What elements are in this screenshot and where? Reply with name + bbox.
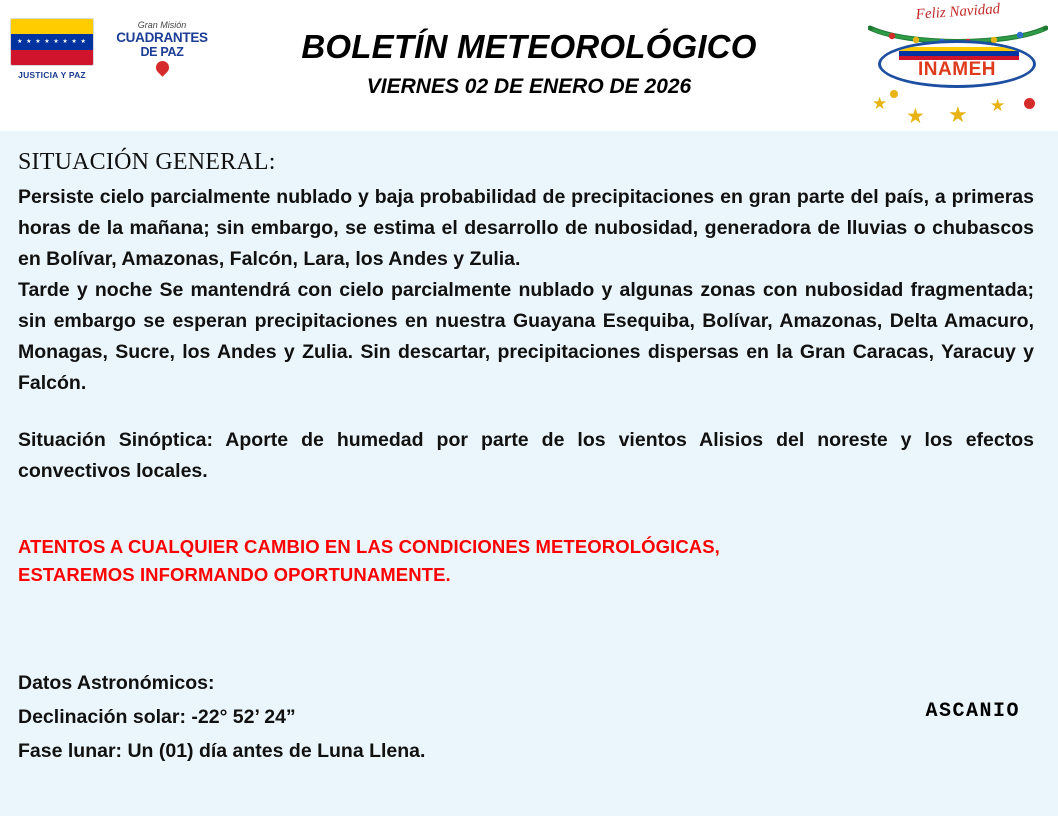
flag-stars: ★ ★ ★ ★ ★ ★ ★ ★ (17, 39, 87, 45)
gmcp-line3: DE PAZ (140, 45, 184, 59)
ornament-ball-icon (890, 90, 898, 98)
star-icon: ★ (906, 105, 925, 128)
bulletin-panel (0, 131, 1058, 816)
gmcp-line2: CUADRANTES (116, 30, 208, 45)
gran-mision-cuadrantes-de-paz-logo (108, 18, 216, 79)
paragraph-morning: Persiste cielo parcialmente nublado y baja probabilidad de precipitaciones en gran parte del país, a primeras horas de la mañana; sin embargo, se estima el desarrollo de nubosidad, generadora de lluvias o chubascos en Bolívar, Amazonas, Falcón, Lara, los Andes y Zulia. (18, 186, 1034, 270)
feliz-navidad-text: Feliz Navidad (915, 1, 1001, 23)
venezuela-flag-icon (10, 18, 94, 66)
spacer (18, 399, 1034, 425)
footer-row (18, 666, 1034, 768)
astro-solar-declination: Declinación solar: -22° 52’ 24” (18, 706, 296, 728)
inameh-oval-emblem (878, 40, 1036, 88)
map-pin-icon (153, 58, 171, 76)
paragraph-synoptic-situation: Situación Sinóptica: Aporte de humedad por parte de los vientos Alisios del noreste y los efectos convectivos locales. (18, 429, 1034, 482)
page-title: BOLETÍN METEOROLÓGICO (301, 28, 757, 65)
page-date: VIERNES 02 DE ENERO DE 2026 (366, 75, 692, 98)
astro-heading: Datos Astronómicos: (18, 672, 215, 694)
section-title-situacion-general: SITUACIÓN GENERAL: (18, 149, 276, 175)
venezuela-flag-block (10, 18, 94, 80)
inameh-logo (864, 2, 1050, 128)
astro-moon-phase: Fase lunar: Un (01) día antes de Luna Llena. (18, 740, 426, 762)
header-logos (10, 18, 216, 80)
star-icon: ★ (948, 102, 968, 127)
alert-line-2: ESTAREMOS INFORMANDO OPORTUNAMENTE. (18, 564, 451, 585)
star-icon: ★ (990, 96, 1006, 115)
paragraph-afternoon-night: Tarde y noche Se mantendrá con cielo parcialmente nublado y algunas zonas con nubosidad fragmentada; sin embargo se esperan precipitaciones en nuestra Guayana Esequiba, Bolívar, Amazonas, Delta Amacuro, Monagas, Sucre, los Andes y Zulia. Sin descartar, precipitaciones dispersas en la Gran Caracas, Yaracuy y Falcón. (18, 279, 1034, 394)
star-icon: ★ (872, 94, 888, 113)
signature: ASCANIO (925, 700, 1020, 723)
inameh-wordmark: INAMEH (918, 59, 996, 80)
astronomical-data (18, 666, 425, 768)
alert-line-1: ATENTOS A CUALQUIER CAMBIO EN LAS CONDICIONES METEOROLÓGICAS, (18, 536, 720, 557)
flag-band-red (11, 50, 93, 65)
spacer (18, 487, 1034, 533)
gmcp-line1: Gran Misión (137, 20, 187, 30)
flag-band-yellow (11, 19, 93, 34)
justicia-y-paz-label: JUSTICIA Y PAZ (18, 70, 86, 80)
document-header (0, 0, 1058, 131)
alert-notice (18, 533, 1034, 589)
ornament-ball-icon (1024, 98, 1035, 109)
